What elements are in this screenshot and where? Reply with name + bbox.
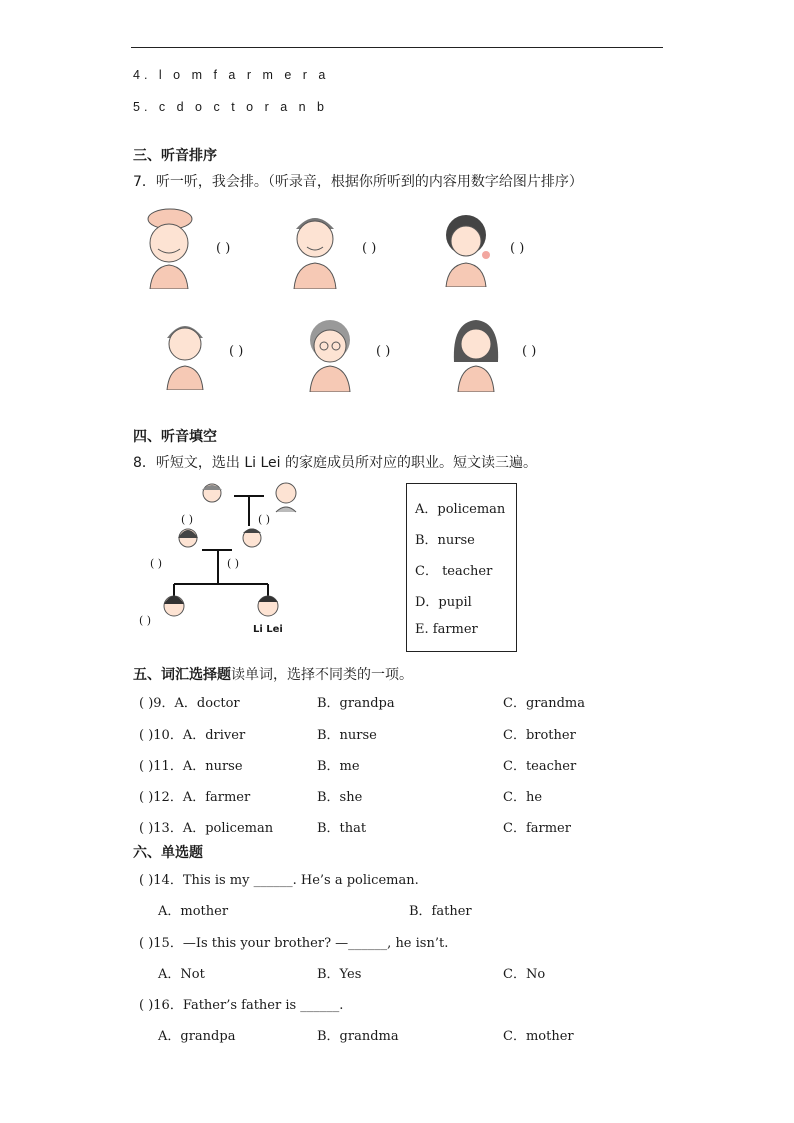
q9-stem: ( )9．A．doctor <box>139 696 240 711</box>
q7-instruction: 7．听一听，我会排。（听录音，根据你所听到的内容用数字给图片排序） <box>133 174 583 190</box>
q8-blank-grandpa[interactable]: ( ) <box>258 513 271 526</box>
spelling-q5: 5. c d o c t o r a n b <box>133 100 329 114</box>
grandma-picture <box>300 312 360 392</box>
section5-instruction: 读单词，选择不同类的一项。 <box>231 667 413 683</box>
li-lei-label: Li Lei <box>253 624 283 635</box>
q8-blank-father[interactable]: ( ) <box>227 557 240 570</box>
q12-option-c: C．he <box>503 790 543 805</box>
tree-grandma-hair <box>202 485 222 490</box>
boy-picture <box>155 310 213 390</box>
header-rule <box>131 47 663 48</box>
section3-heading: 三、听音排序 <box>133 148 217 164</box>
q8-instruction: 8．听短文，选出 Li Lei 的家庭成员所对应的职业。短文读三遍。 <box>133 455 538 471</box>
q10-option-c: C．brother <box>503 728 576 743</box>
q15-option-c: C．No <box>503 967 546 982</box>
q14-option-a: A．mother <box>158 904 229 919</box>
q16-option-c: C．mother <box>503 1029 574 1044</box>
q15-option-a: A．Not <box>158 967 205 982</box>
q11-stem: ( )11．A．nurse <box>139 759 243 774</box>
q7-blank-6[interactable]: ( ) <box>522 344 537 359</box>
q7-blank-5[interactable]: ( ) <box>376 344 391 359</box>
option-b: B．nurse <box>415 533 475 548</box>
section5-heading: 五、词汇选择题 <box>133 667 231 683</box>
q16-stem: ( )16．Father’s father is ______. <box>139 998 344 1013</box>
q13-option-c: C．farmer <box>503 821 571 836</box>
q16-option-b: B．grandma <box>317 1029 399 1044</box>
q12-stem: ( )12．A．farmer <box>139 790 251 805</box>
q11-option-b: B．me <box>317 759 360 774</box>
tree-grandpa-face <box>276 483 296 503</box>
q9-option-b: B．grandpa <box>317 696 395 711</box>
q10-option-b: B．nurse <box>317 728 377 743</box>
q12-option-b: B．she <box>317 790 363 805</box>
q7-blank-4[interactable]: ( ) <box>229 344 244 359</box>
q15-stem: ( )15．—Is this your brother? —______, he isn’t. <box>139 936 449 951</box>
q14-option-b: B．father <box>409 904 472 919</box>
girl-picture <box>434 209 494 287</box>
q7-blank-1[interactable]: ( ) <box>216 241 231 256</box>
option-c: C． teacher <box>415 564 493 579</box>
q10-stem: ( )10．A．driver <box>139 728 246 743</box>
spelling-q4: 4. l o m f a r m e r a <box>133 68 330 82</box>
option-e: E. farmer <box>415 622 478 637</box>
father-picture <box>286 205 344 289</box>
q9-option-c: C．grandma <box>503 696 586 711</box>
q15-option-b: B．Yes <box>317 967 362 982</box>
q7-blank-3[interactable]: ( ) <box>510 241 525 256</box>
q16-option-a: A．grandpa <box>158 1029 236 1044</box>
occupation-options-box <box>406 483 517 652</box>
q13-option-b: B．that <box>317 821 367 836</box>
q7-blank-2[interactable]: ( ) <box>362 241 377 256</box>
q11-option-c: C．teacher <box>503 759 577 774</box>
option-d: D．pupil <box>415 595 472 610</box>
q14-stem: ( )14．This is my ______. He’s a policeman. <box>139 873 419 888</box>
section6-heading: 六、单选题 <box>133 845 203 861</box>
mother-picture <box>446 312 506 392</box>
option-a: A．policeman <box>415 502 506 517</box>
q8-blank-mother[interactable]: ( ) <box>150 557 163 570</box>
section4-heading: 四、听音填空 <box>133 429 217 445</box>
q8-blank-grandma[interactable]: ( ) <box>181 513 194 526</box>
q13-stem: ( )13．A．policeman <box>139 821 274 836</box>
section5-title <box>133 664 413 684</box>
q8-blank-sister[interactable]: ( ) <box>139 614 152 627</box>
grandpa-picture <box>138 205 200 289</box>
